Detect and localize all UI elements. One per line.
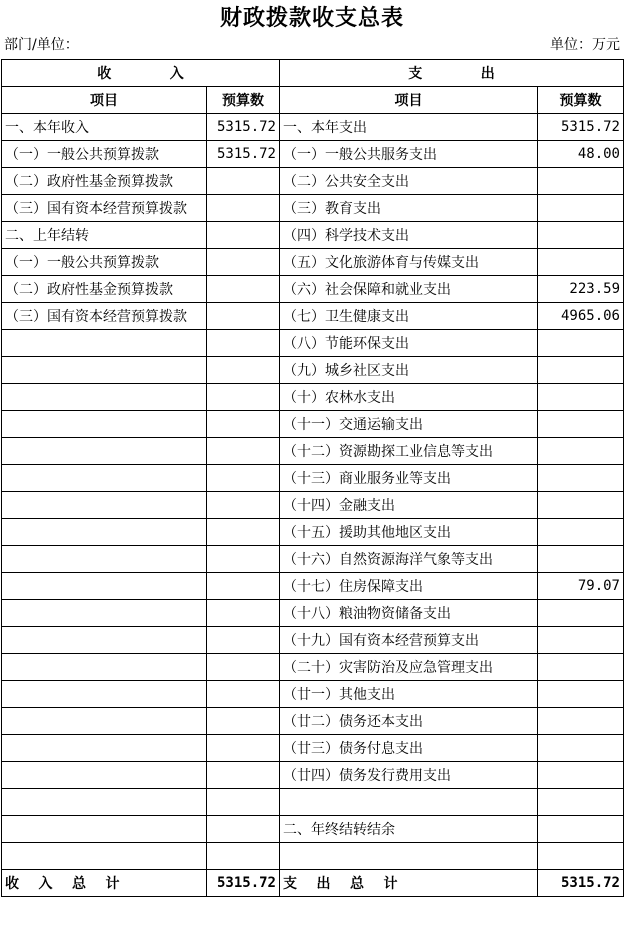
column-header-row bbox=[2, 87, 624, 114]
expense-total-label: 支 出 总 计 bbox=[280, 870, 538, 897]
table-row bbox=[2, 600, 624, 627]
income-value-cell bbox=[207, 546, 280, 573]
expense-value-cell bbox=[538, 384, 624, 411]
expense-value-cell bbox=[538, 249, 624, 276]
expense-item-cell: （廿四）债务发行费用支出 bbox=[280, 762, 538, 789]
income-value-cell bbox=[207, 843, 280, 870]
income-item-cell bbox=[2, 735, 207, 762]
table-row bbox=[2, 843, 624, 870]
expense-item-cell: （二）公共安全支出 bbox=[280, 168, 538, 195]
expense-item-cell bbox=[280, 789, 538, 816]
table-row bbox=[2, 141, 624, 168]
table-row bbox=[2, 411, 624, 438]
table-row bbox=[2, 438, 624, 465]
expense-item-cell: （十六）自然资源海洋气象等支出 bbox=[280, 546, 538, 573]
income-item-cell bbox=[2, 627, 207, 654]
expense-item-cell: （九）城乡社区支出 bbox=[280, 357, 538, 384]
income-value-cell bbox=[207, 276, 280, 303]
income-item-cell: 一、本年收入 bbox=[2, 114, 207, 141]
unit-label: 单位：万元 bbox=[550, 37, 620, 53]
expense-item-cell: （十八）粮油物资储备支出 bbox=[280, 600, 538, 627]
table-row bbox=[2, 492, 624, 519]
budget-summary-table bbox=[1, 59, 624, 897]
expense-item-cell: （十五）援助其他地区支出 bbox=[280, 519, 538, 546]
income-item-cell bbox=[2, 357, 207, 384]
income-item-cell bbox=[2, 654, 207, 681]
expense-item-cell: （十）农林水支出 bbox=[280, 384, 538, 411]
expense-value-cell bbox=[538, 519, 624, 546]
income-item-cell bbox=[2, 573, 207, 600]
expense-value-cell bbox=[538, 168, 624, 195]
expense-item-cell: （三）教育支出 bbox=[280, 195, 538, 222]
expense-item-column-header: 项目 bbox=[280, 87, 538, 114]
table-row bbox=[2, 384, 624, 411]
income-value-cell bbox=[207, 654, 280, 681]
table-row bbox=[2, 762, 624, 789]
income-value-cell bbox=[207, 681, 280, 708]
table-row bbox=[2, 276, 624, 303]
income-value-cell bbox=[207, 735, 280, 762]
income-value-cell bbox=[207, 708, 280, 735]
income-total-label: 收 入 总 计 bbox=[2, 870, 207, 897]
expense-value-cell bbox=[538, 654, 624, 681]
table-row bbox=[2, 735, 624, 762]
table-row bbox=[2, 654, 624, 681]
income-item-cell bbox=[2, 546, 207, 573]
expense-value-cell bbox=[538, 708, 624, 735]
income-item-cell bbox=[2, 465, 207, 492]
table-row bbox=[2, 357, 624, 384]
table-row bbox=[2, 330, 624, 357]
income-item-column-header: 项目 bbox=[2, 87, 207, 114]
expense-item-cell: 二、年终结转结余 bbox=[280, 816, 538, 843]
expense-item-cell: （二十）灾害防治及应急管理支出 bbox=[280, 654, 538, 681]
income-item-cell: （二）政府性基金预算拨款 bbox=[2, 276, 207, 303]
expense-value-cell: 4965.06 bbox=[538, 303, 624, 330]
table-row bbox=[2, 303, 624, 330]
table-row bbox=[2, 681, 624, 708]
expense-value-cell bbox=[538, 816, 624, 843]
income-total-value: 5315.72 bbox=[207, 870, 280, 897]
income-value-cell bbox=[207, 411, 280, 438]
expense-item-cell: 一、本年支出 bbox=[280, 114, 538, 141]
section-header-row bbox=[2, 60, 624, 87]
expense-item-cell: （廿二）债务还本支出 bbox=[280, 708, 538, 735]
expense-item-cell: （八）节能环保支出 bbox=[280, 330, 538, 357]
table-row bbox=[2, 249, 624, 276]
income-section-header: 收 入 bbox=[2, 60, 280, 87]
expense-item-cell: （廿三）债务付息支出 bbox=[280, 735, 538, 762]
income-budget-column-header: 预算数 bbox=[207, 87, 280, 114]
income-item-cell bbox=[2, 843, 207, 870]
income-value-cell bbox=[207, 222, 280, 249]
expense-value-cell: 79.07 bbox=[538, 573, 624, 600]
expense-item-cell: （五）文化旅游体育与传媒支出 bbox=[280, 249, 538, 276]
income-item-cell: （一）一般公共预算拨款 bbox=[2, 141, 207, 168]
income-value-cell bbox=[207, 519, 280, 546]
expense-item-cell: （十二）资源勘探工业信息等支出 bbox=[280, 438, 538, 465]
table-row bbox=[2, 546, 624, 573]
expense-value-cell: 223.59 bbox=[538, 276, 624, 303]
table-row bbox=[2, 708, 624, 735]
income-item-cell bbox=[2, 789, 207, 816]
expense-item-cell: （十三）商业服务业等支出 bbox=[280, 465, 538, 492]
income-value-cell bbox=[207, 384, 280, 411]
expense-value-cell bbox=[538, 438, 624, 465]
income-item-cell bbox=[2, 762, 207, 789]
expense-value-cell: 5315.72 bbox=[538, 114, 624, 141]
income-value-cell bbox=[207, 438, 280, 465]
expense-value-cell bbox=[538, 492, 624, 519]
expense-item-cell: （六）社会保障和就业支出 bbox=[280, 276, 538, 303]
expense-section-header: 支 出 bbox=[280, 60, 624, 87]
expense-value-cell bbox=[538, 357, 624, 384]
income-item-cell: （三）国有资本经营预算拨款 bbox=[2, 195, 207, 222]
income-value-cell bbox=[207, 600, 280, 627]
income-value-cell bbox=[207, 816, 280, 843]
expense-value-cell bbox=[538, 735, 624, 762]
income-value-cell bbox=[207, 627, 280, 654]
expense-value-cell bbox=[538, 546, 624, 573]
income-item-cell: （一）一般公共预算拨款 bbox=[2, 249, 207, 276]
expense-item-cell: （七）卫生健康支出 bbox=[280, 303, 538, 330]
income-item-cell bbox=[2, 438, 207, 465]
income-value-cell bbox=[207, 492, 280, 519]
income-item-cell bbox=[2, 384, 207, 411]
total-row bbox=[2, 870, 624, 897]
expense-item-cell bbox=[280, 843, 538, 870]
income-value-cell bbox=[207, 789, 280, 816]
income-value-cell bbox=[207, 168, 280, 195]
income-value-cell bbox=[207, 249, 280, 276]
page-title: 财政拨款收支总表 bbox=[219, 6, 404, 31]
table-row bbox=[2, 816, 624, 843]
table-row bbox=[2, 573, 624, 600]
expense-value-cell bbox=[538, 600, 624, 627]
table-row bbox=[2, 195, 624, 222]
expense-item-cell: （廿一）其他支出 bbox=[280, 681, 538, 708]
expense-value-cell bbox=[538, 411, 624, 438]
income-value-cell bbox=[207, 303, 280, 330]
income-value-cell bbox=[207, 762, 280, 789]
income-value-cell bbox=[207, 573, 280, 600]
income-item-cell bbox=[2, 816, 207, 843]
income-item-cell bbox=[2, 681, 207, 708]
income-item-cell bbox=[2, 708, 207, 735]
department-label: 部门/单位： bbox=[4, 37, 79, 53]
expense-item-cell: （十一）交通运输支出 bbox=[280, 411, 538, 438]
table-row bbox=[2, 789, 624, 816]
expense-value-cell bbox=[538, 762, 624, 789]
income-value-cell bbox=[207, 330, 280, 357]
income-item-cell bbox=[2, 492, 207, 519]
expense-value-cell bbox=[538, 789, 624, 816]
income-value-cell bbox=[207, 465, 280, 492]
expense-item-cell: （一）一般公共服务支出 bbox=[280, 141, 538, 168]
expense-value-cell bbox=[538, 330, 624, 357]
expense-total-value: 5315.72 bbox=[538, 870, 624, 897]
expense-item-cell: （四）科学技术支出 bbox=[280, 222, 538, 249]
income-value-cell bbox=[207, 357, 280, 384]
expense-value-cell bbox=[538, 681, 624, 708]
income-value-cell: 5315.72 bbox=[207, 141, 280, 168]
table-row bbox=[2, 222, 624, 249]
income-value-cell bbox=[207, 195, 280, 222]
income-item-cell bbox=[2, 411, 207, 438]
income-item-cell bbox=[2, 519, 207, 546]
expense-value-cell bbox=[538, 843, 624, 870]
expense-item-cell: （十四）金融支出 bbox=[280, 492, 538, 519]
expense-item-cell: （十七）住房保障支出 bbox=[280, 573, 538, 600]
table-row bbox=[2, 465, 624, 492]
income-item-cell: （二）政府性基金预算拨款 bbox=[2, 168, 207, 195]
table-row bbox=[2, 627, 624, 654]
expense-value-cell bbox=[538, 195, 624, 222]
expense-item-cell: （十九）国有资本经营预算支出 bbox=[280, 627, 538, 654]
income-item-cell bbox=[2, 600, 207, 627]
income-item-cell: 二、上年结转 bbox=[2, 222, 207, 249]
table-row bbox=[2, 114, 624, 141]
income-value-cell: 5315.72 bbox=[207, 114, 280, 141]
expense-value-cell bbox=[538, 222, 624, 249]
table-row bbox=[2, 168, 624, 195]
expense-budget-column-header: 预算数 bbox=[538, 87, 624, 114]
table-row bbox=[2, 519, 624, 546]
expense-value-cell: 48.00 bbox=[538, 141, 624, 168]
expense-value-cell bbox=[538, 627, 624, 654]
expense-value-cell bbox=[538, 465, 624, 492]
income-item-cell: （三）国有资本经营预算拨款 bbox=[2, 303, 207, 330]
income-item-cell bbox=[2, 330, 207, 357]
